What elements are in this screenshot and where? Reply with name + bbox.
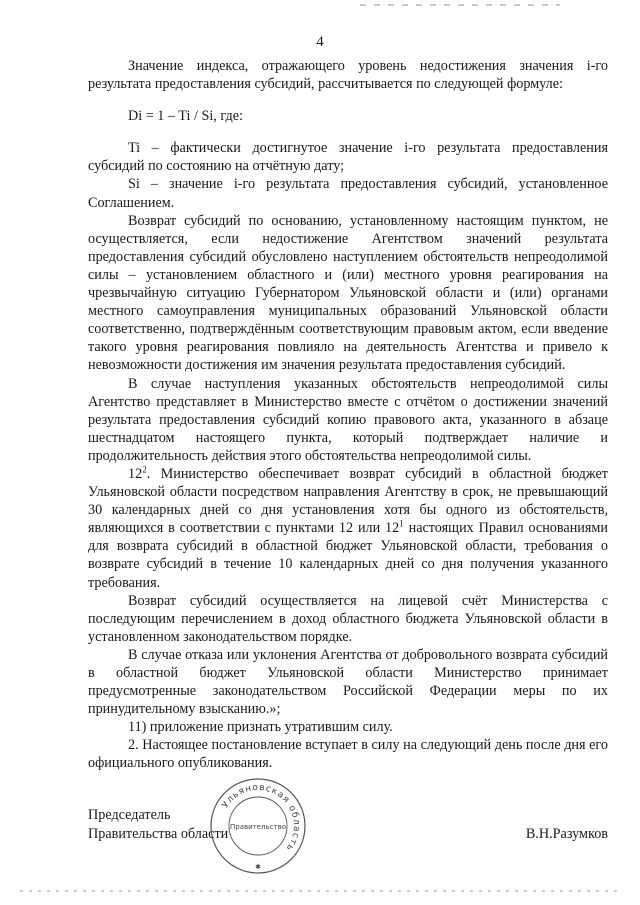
paragraph-agency-report: В случае наступления указанных обстоятельств непреодолимой силы Агентство представляет в Министерство вместе с отчётом о достижении значений результата предоставления субсидий копию правового акта, указанного в абзаце шестнадцатом настоящего пункта, который подтверждает наличие и продолжительность действия этого обстоятельства непреодолимой силы.: [88, 375, 608, 464]
seal-star-icon: ✱: [255, 863, 261, 871]
paragraph-si-definition: Si – значение i-го результата предоставления субсидий, установленное Соглашением.: [88, 176, 608, 211]
signature-block: [88, 806, 608, 844]
scan-artifact-top: [360, 4, 560, 6]
signatory-title-line2: Правительства области: [88, 826, 229, 842]
official-seal: [208, 776, 308, 876]
paragraph-annex-void: 11) приложение признать утратившим силу.: [128, 719, 393, 736]
formula: Di = 1 – Ti / Si, где:: [128, 108, 243, 125]
paragraph-index-intro: Значение индекса, отражающего уровень недостижения значения i-го результата предоставления субсидий, рассчитывается по следующей формуле:: [88, 58, 608, 93]
scan-artifact-bottom: [20, 890, 620, 892]
signatory-name: В.Н.Разумков: [525, 826, 608, 842]
paragraph-ti-definition: Ti – фактически достигнутое значение i-го результата предоставления субсидий по состоянию на отчётную дату;: [88, 140, 608, 175]
clause-text-a: . Министерство обеспечивает возврат субсидий в областной бюджет Ульяновской области посредством направления Агентству в срок, не превышающий 30 календарных дней со дня установления хотя бы одного из обстоятельств, являющихся в соответствии с пунктами 12 или 12: [88, 465, 608, 537]
paragraph-refund-account: Возврат субсидий осуществляется на лицевой счёт Министерства с последующим перечислением в доход областного бюджета Ульяновской области в установленном законодательством порядке.: [88, 592, 608, 645]
paragraph-effective-date: 2. Настоящее постановление вступает в силу на следующий день после дня его официального опубликования.: [88, 737, 608, 772]
document-body: [88, 57, 608, 773]
seal-center-text: Правительство: [230, 823, 286, 831]
clause-superscript: 2: [142, 464, 147, 475]
page-number: 4: [316, 34, 324, 50]
svg-text:Ульяновская область: [221, 783, 302, 853]
clause-number: 12: [128, 465, 143, 482]
clause-reference-superscript: 1: [399, 518, 404, 529]
seal-ring-text: Ульяновская область: [220, 782, 302, 854]
paragraph-12-2: [88, 465, 608, 592]
signatory-title-line1: Председатель: [88, 807, 171, 823]
paragraph-enforcement: В случае отказа или уклонения Агентства от добровольного возврата субсидий в областной бюджет Ульяновской области Министерство принимает предусмотренные законодательством Российской Федерации меры по их принудительному взысканию.»;: [88, 646, 608, 718]
clause-text-b: настоящих Правил основаниями для возврата субсидий в областной бюджет Ульяновской области, требования о возврате субсидий в течение 10 календарных дней со дня получения указанного требования.: [88, 520, 608, 591]
paragraph-force-majeure: Возврат субсидий по основанию, установленному настоящим пунктом, не осуществляется, если недостижение Агентством значений результата предоставления субсидий обусловлено наступлением обстоятельств непреодолимой силы – установлением областного и (или) местного уровня реагирования на чрезвычайную ситуацию Губернатором Ульяновской области и (или) органами местного самоуправления муниципальных образований Ульяновской области соответственно, подтверждённым соответствующим правовым актом, если введение такого уровня реагирования повлияло на деятельность Агентства и привело к невозможности достижения им значения результата предоставления субсидий.: [88, 212, 608, 374]
